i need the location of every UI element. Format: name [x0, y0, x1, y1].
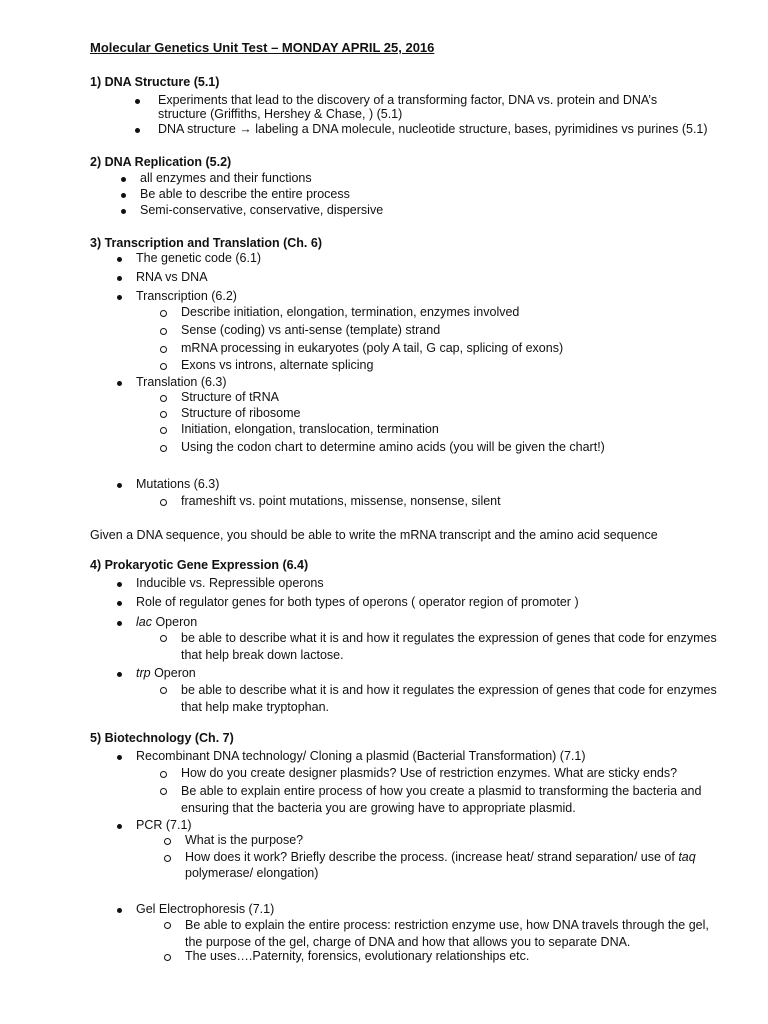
list-item: Translation (6.3) [136, 375, 227, 389]
list-item-continuation: structure (Griffiths, Hershey & Chase, ) (5.1) [158, 107, 403, 121]
lac-label: lac [136, 615, 152, 629]
list-item: Recombinant DNA technology/ Cloning a plasmid (Bacterial Transformation) (7.1) [136, 749, 586, 763]
sub-list-item: be able to describe what it is and how it regulates the expression of genes that code for enzymes that help break down lactose. [181, 630, 721, 664]
list-item: Role of regulator genes for both types of operons ( operator region of promoter ) [136, 595, 579, 609]
trp-label: trp [136, 666, 151, 680]
list-item: Experiments that lead to the discovery of a transforming factor, DNA vs. protein and DNA’s [158, 93, 658, 107]
section-heading-dna-structure: 1) DNA Structure (5.1) [90, 75, 220, 89]
section-heading-transcription-translation: 3) Transcription and Translation (Ch. 6) [90, 236, 322, 250]
list-item: PCR (7.1) [136, 818, 192, 832]
list-item: Transcription (6.2) [136, 289, 237, 303]
sub-list-item: Be able to explain the entire process: restriction enzyme use, how DNA travels through the gel, the purpose of the gel, charge of DNA and how that allows you to separate DNA. [185, 917, 725, 951]
section-heading-prokaryotic-expression: 4) Prokaryotic Gene Expression (6.4) [90, 558, 309, 572]
sub-list-item: be able to describe what it is and how it regulates the expression of genes that code for enzymes that help make tryptophan. [181, 682, 721, 716]
sub-list-item: Structure of ribosome [181, 406, 301, 420]
sub-list-item: Initiation, elongation, translocation, termination [181, 422, 439, 436]
list-item: DNA structure → labeling a DNA molecule, nucleotide structure, bases, pyrimidines vs purines (5.1) [158, 122, 708, 136]
list-item-lac-operon [136, 615, 197, 629]
list-item: Semi-conservative, conservative, dispersive [140, 203, 384, 217]
page-title: Molecular Genetics Unit Test – MONDAY APRIL 25, 2016 [90, 40, 435, 55]
list-item: RNA vs DNA [136, 270, 208, 284]
list-item: Mutations (6.3) [136, 477, 220, 491]
list-item: Be able to describe the entire process [140, 187, 350, 201]
taq-label: taq [678, 850, 696, 864]
section-heading-biotechnology: 5) Biotechnology (Ch. 7) [90, 731, 234, 745]
sub-list-item: Using the codon chart to determine amino acids (you will be given the chart!) [181, 440, 605, 454]
sub-list-item: Describe initiation, elongation, termination, enzymes involved [181, 305, 520, 319]
sub-list-item: Sense (coding) vs anti-sense (template) strand [181, 323, 441, 337]
sub-list-item: Be able to explain entire process of how you create a plasmid to transforming the bacteria and ensuring that the bacteria you are growing have to appropriate plasmid. [181, 783, 721, 817]
note-paragraph: Given a DNA sequence, you should be able to write the mRNA transcript and the amino acid sequence [90, 528, 658, 542]
sub-list-item-continuation: polymerase/ elongation) [185, 866, 319, 880]
operon-label: Operon [150, 666, 196, 680]
sub-list-item: frameshift vs. point mutations, missense, nonsense, silent [181, 494, 501, 508]
sub-list-item: How do you create designer plasmids? Use of restriction enzymes. What are sticky ends? [181, 766, 678, 780]
operon-label: Operon [151, 615, 198, 629]
section-heading-dna-replication: 2) DNA Replication (5.2) [90, 155, 232, 169]
list-item: Gel Electrophoresis (7.1) [136, 902, 275, 916]
sub-list-item: The uses….Paternity, forensics, evolutionary relationships etc. [185, 949, 530, 963]
list-item-trp-operon [136, 666, 196, 680]
sub-list-item: Structure of tRNA [181, 390, 279, 404]
list-item: Inducible vs. Repressible operons [136, 576, 324, 590]
sub-list-item: Exons vs introns, alternate splicing [181, 358, 374, 372]
list-item: The genetic code (6.1) [136, 251, 262, 265]
pcr-how-text: How does it work? Briefly describe the process. (increase heat/ strand separation/ use of [185, 850, 679, 864]
sub-list-item: mRNA processing in eukaryotes (poly A tail, G cap, splicing of exons) [181, 341, 564, 355]
list-item: all enzymes and their functions [140, 171, 312, 185]
sub-list-item: What is the purpose? [185, 833, 304, 847]
sub-list-item-pcr-how [185, 850, 696, 864]
